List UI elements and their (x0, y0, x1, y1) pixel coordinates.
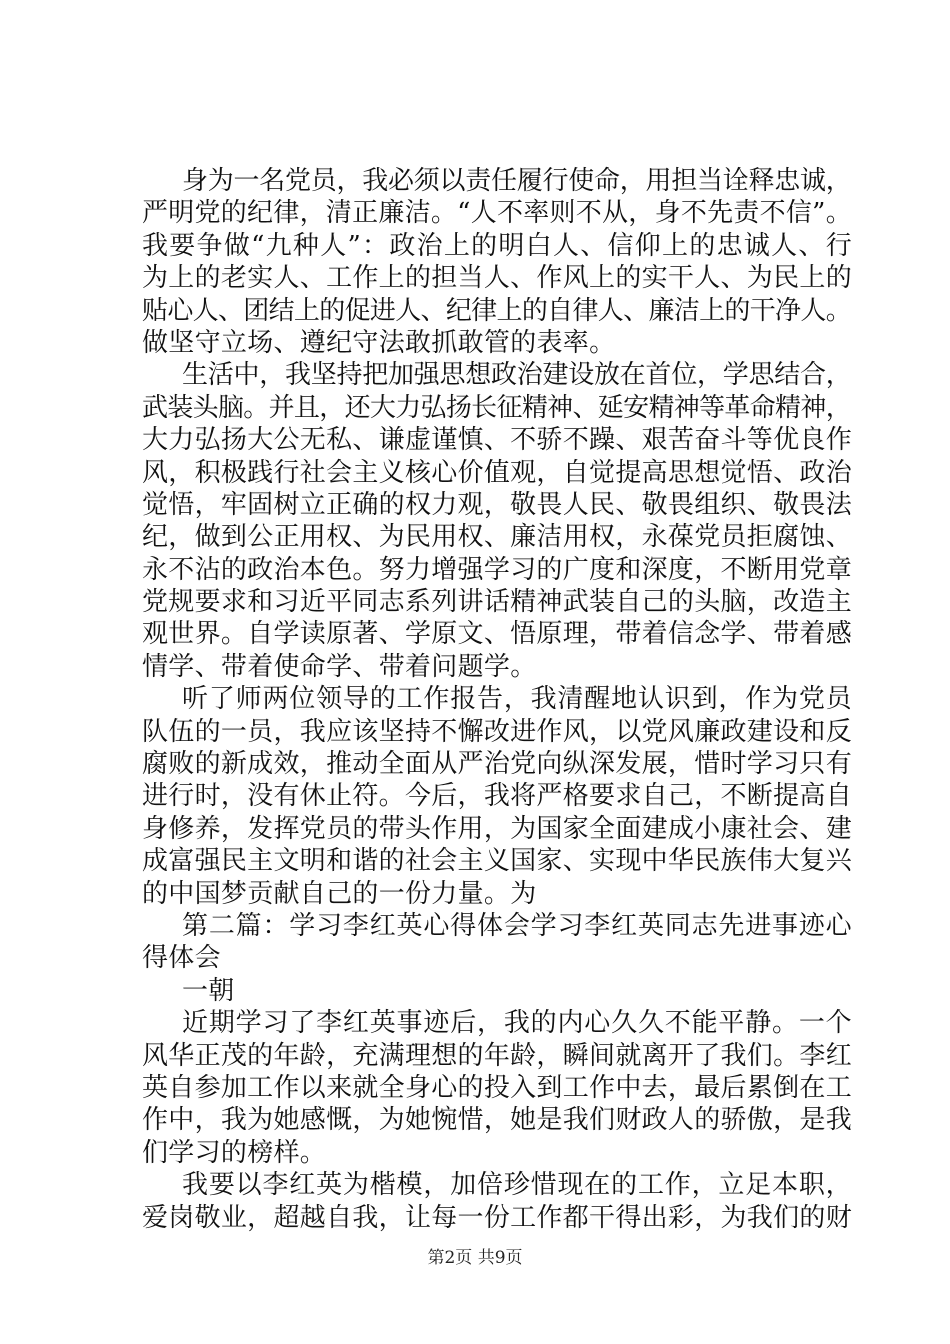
text-line: 们学习的榜样。 (142, 1137, 327, 1168)
text-line: 风，积极践行社会主义核心价值观，自觉提高思想觉悟、政治 (142, 457, 852, 488)
text-line: 作中，我为她感慨，为她惋惜，她是我们财政人的骄傲，是我 (142, 1105, 852, 1136)
text-line: 队伍的一员，我应该坚持不懈改进作风，以党风廉政建设和反 (142, 716, 852, 747)
text-line: 进行时，没有休止符。今后，我将严格要求自己，不断提高自 (142, 781, 852, 812)
page-number-footer: 第2页 共9页 (427, 1248, 523, 1268)
text-line: 腐败的新成效，推动全面从严治党向纵深发展，惜时学习只有 (142, 749, 852, 780)
text-line: 英自参加工作以来就全身心的投入到工作中去，最后累倒在工 (142, 1072, 852, 1103)
text-line: 永不沾的政治本色。努力增强学习的广度和深度，不断用党章 (142, 554, 852, 585)
text-line: 得体会 (142, 943, 221, 974)
text-line: 武装头脑。并且，还大力弘扬长征精神、延安精神等革命精神， (142, 392, 852, 423)
text-line: 为上的老实人、工作上的担当人、作风上的实干人、为民上的 (142, 263, 852, 294)
text-line: 情学、带着使命学、带着问题学。 (142, 651, 537, 682)
text-line: 生活中，我坚持把加强思想政治建设放在首位，学思结合， (182, 360, 852, 391)
document-body (142, 165, 862, 1234)
text-line: 严明党的纪律，清正廉洁。“人不率则不从，身不先责不信”。 (142, 198, 852, 229)
text-line: 我要争做“九种人”：政治上的明白人、信仰上的忠诚人、行 (142, 230, 853, 261)
text-line: 的中国梦贡献自己的一份力量。为 (142, 878, 537, 909)
text-line: 观世界。自学读原著、学原文、悟原理，带着信念学、带着感 (142, 619, 852, 650)
text-line: 身为一名党员，我必须以责任履行使命，用担当诠释忠诚， (182, 166, 852, 196)
text-line: 觉悟，牢固树立正确的权力观，敬畏人民、敬畏组织、敬畏法 (142, 489, 852, 520)
text-line: 党规要求和习近平同志系列讲话精神武装自己的头脑，改造主 (142, 587, 852, 618)
text-line: 身修养，发挥党员的带头作用，为国家全面建成小康社会、建 (142, 813, 852, 844)
text-line: 纪，做到公正用权、为民用权、廉洁用权，永葆党员拒腐蚀、 (142, 522, 852, 553)
text-line: 我要以李红英为楷模，加倍珍惜现在的工作，立足本职， (182, 1170, 853, 1201)
text-line: 做坚守立场、遵纪守法敢抓敢管的表率。 (142, 327, 616, 358)
text-line: 一朝 (182, 975, 235, 1006)
text-line: 爱岗敬业，超越自我，让每一份工作都干得出彩，为我们的财 (142, 1202, 852, 1233)
text-line: 近期学习了李红英事迹后，我的内心久久不能平静。一个 (182, 1008, 853, 1039)
text-line: 听了师两位领导的工作报告，我清醒地认识到，作为党员 (182, 684, 853, 715)
text-line: 成富强民主文明和谐的社会主义国家、实现中华民族伟大复兴 (142, 846, 852, 877)
text-line: 大力弘扬大公无私、谦虚谨慎、不骄不躁、艰苦奋斗等优良作 (142, 425, 852, 456)
text-line: 风华正茂的年龄，充满理想的年龄，瞬间就离开了我们。李红 (142, 1040, 852, 1071)
text-line: 第二篇：学习李红英心得体会学习李红英同志先进事迹心 (182, 910, 853, 941)
text-line: 贴心人、团结上的促进人、纪律上的自律人、廉洁上的干净人。 (142, 295, 852, 326)
